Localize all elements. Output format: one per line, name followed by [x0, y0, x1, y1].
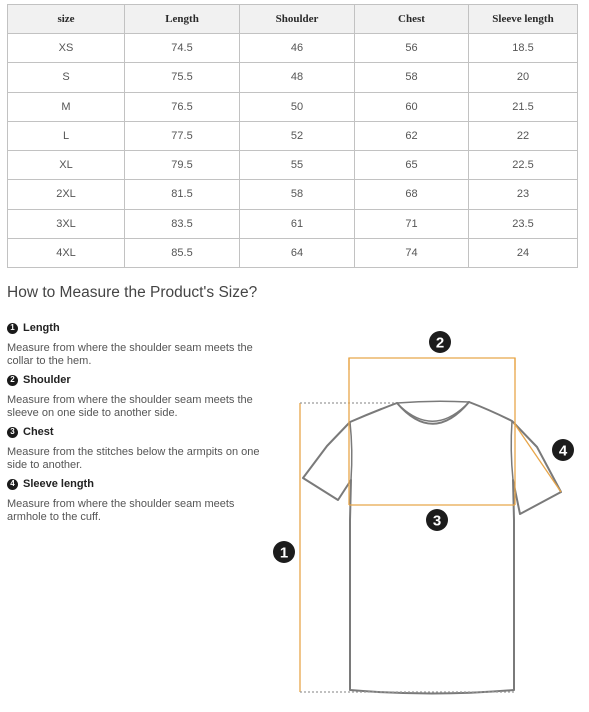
- measurement-cell: 50: [240, 92, 355, 121]
- measurement-cell: 64: [240, 238, 355, 267]
- column-header-sleeve-length: Sleeve length: [469, 5, 578, 34]
- measurement-cell: 76.5: [125, 92, 240, 121]
- measurement-cell: 74: [355, 238, 469, 267]
- tshirt-collar-inner: [397, 401, 469, 421]
- marker-4-label: 4: [558, 442, 568, 460]
- marker-1-label: 1: [279, 544, 289, 562]
- marker-3-label: 3: [432, 512, 442, 530]
- measurement-cell: 81.5: [125, 180, 240, 209]
- measurement-cell: 58: [240, 180, 355, 209]
- measurement-cell: 55: [240, 151, 355, 180]
- measurement-cell: 77.5: [125, 121, 240, 150]
- instruction-title: Length: [23, 322, 60, 334]
- measurement-cell: 65: [355, 151, 469, 180]
- marker-4: [552, 439, 574, 461]
- size-cell: 4XL: [8, 238, 125, 267]
- size-cell: 2XL: [8, 180, 125, 209]
- marker-2: [429, 331, 451, 353]
- measurement-cell: 48: [240, 63, 355, 92]
- measurement-cell: 46: [240, 34, 355, 63]
- marker-2-label: 2: [435, 334, 445, 352]
- measurement-cell: 79.5: [125, 151, 240, 180]
- measurement-cell: 58: [355, 63, 469, 92]
- measurement-cell: 21.5: [469, 92, 578, 121]
- size-cell: S: [8, 63, 125, 92]
- measurement-markers: [273, 331, 574, 563]
- column-header-size: size: [8, 5, 125, 34]
- number-3-icon: 3: [7, 427, 18, 438]
- measurement-cell: 18.5: [469, 34, 578, 63]
- measurement-cell: 75.5: [125, 63, 240, 92]
- tshirt-outline: [303, 401, 561, 693]
- number-1-icon: 1: [7, 323, 18, 334]
- measurement-cell: 22: [469, 121, 578, 150]
- measurement-cell: 68: [355, 180, 469, 209]
- size-cell: 3XL: [8, 209, 125, 238]
- tshirt-armhole-left: [350, 422, 352, 480]
- column-header-shoulder: Shoulder: [240, 5, 355, 34]
- measurement-cell: 23: [469, 180, 578, 209]
- instruction-title: Sleeve length: [23, 478, 94, 490]
- measurement-cell: 83.5: [125, 209, 240, 238]
- shoulder-measure-line: [349, 358, 515, 370]
- size-cell: L: [8, 121, 125, 150]
- measurement-cell: 56: [355, 34, 469, 63]
- measure-guide-heading: How to Measure the Product's Size?: [7, 284, 258, 301]
- instruction-description: Measure from where the shoulder seam meets the sleeve on one side to another side.: [7, 394, 253, 419]
- size-cell: XL: [8, 151, 125, 180]
- instruction-description: Measure from where the shoulder seam meets armhole to the cuff.: [7, 498, 235, 523]
- size-cell: XS: [8, 34, 125, 63]
- sleeve-measure-line: [514, 423, 561, 492]
- number-4-icon: 4: [7, 479, 18, 490]
- tshirt-body-outline: [303, 402, 561, 694]
- instruction-title: Shoulder: [23, 374, 71, 386]
- tshirt-armhole-right: [511, 421, 513, 480]
- measurement-cell: 62: [355, 121, 469, 150]
- instruction-title: Chest: [23, 426, 54, 438]
- measurement-cell: 71: [355, 209, 469, 238]
- marker-1: [273, 541, 295, 563]
- column-header-length: Length: [125, 5, 240, 34]
- marker-3: [426, 509, 448, 531]
- measurement-cell: 61: [240, 209, 355, 238]
- measurement-cell: 74.5: [125, 34, 240, 63]
- column-header-chest: Chest: [355, 5, 469, 34]
- size-cell: M: [8, 92, 125, 121]
- number-2-icon: 2: [7, 375, 18, 386]
- measurement-cell: 52: [240, 121, 355, 150]
- measurement-cell: 60: [355, 92, 469, 121]
- measurement-cell: 24: [469, 238, 578, 267]
- measurement-cell: 85.5: [125, 238, 240, 267]
- measurement-cell: 22.5: [469, 151, 578, 180]
- measurement-cell: 20: [469, 63, 578, 92]
- instruction-description: Measure from the stitches below the armpits on one side to another.: [7, 446, 260, 471]
- measurement-cell: 23.5: [469, 209, 578, 238]
- instruction-description: Measure from where the shoulder seam meets the collar to the hem.: [7, 342, 253, 367]
